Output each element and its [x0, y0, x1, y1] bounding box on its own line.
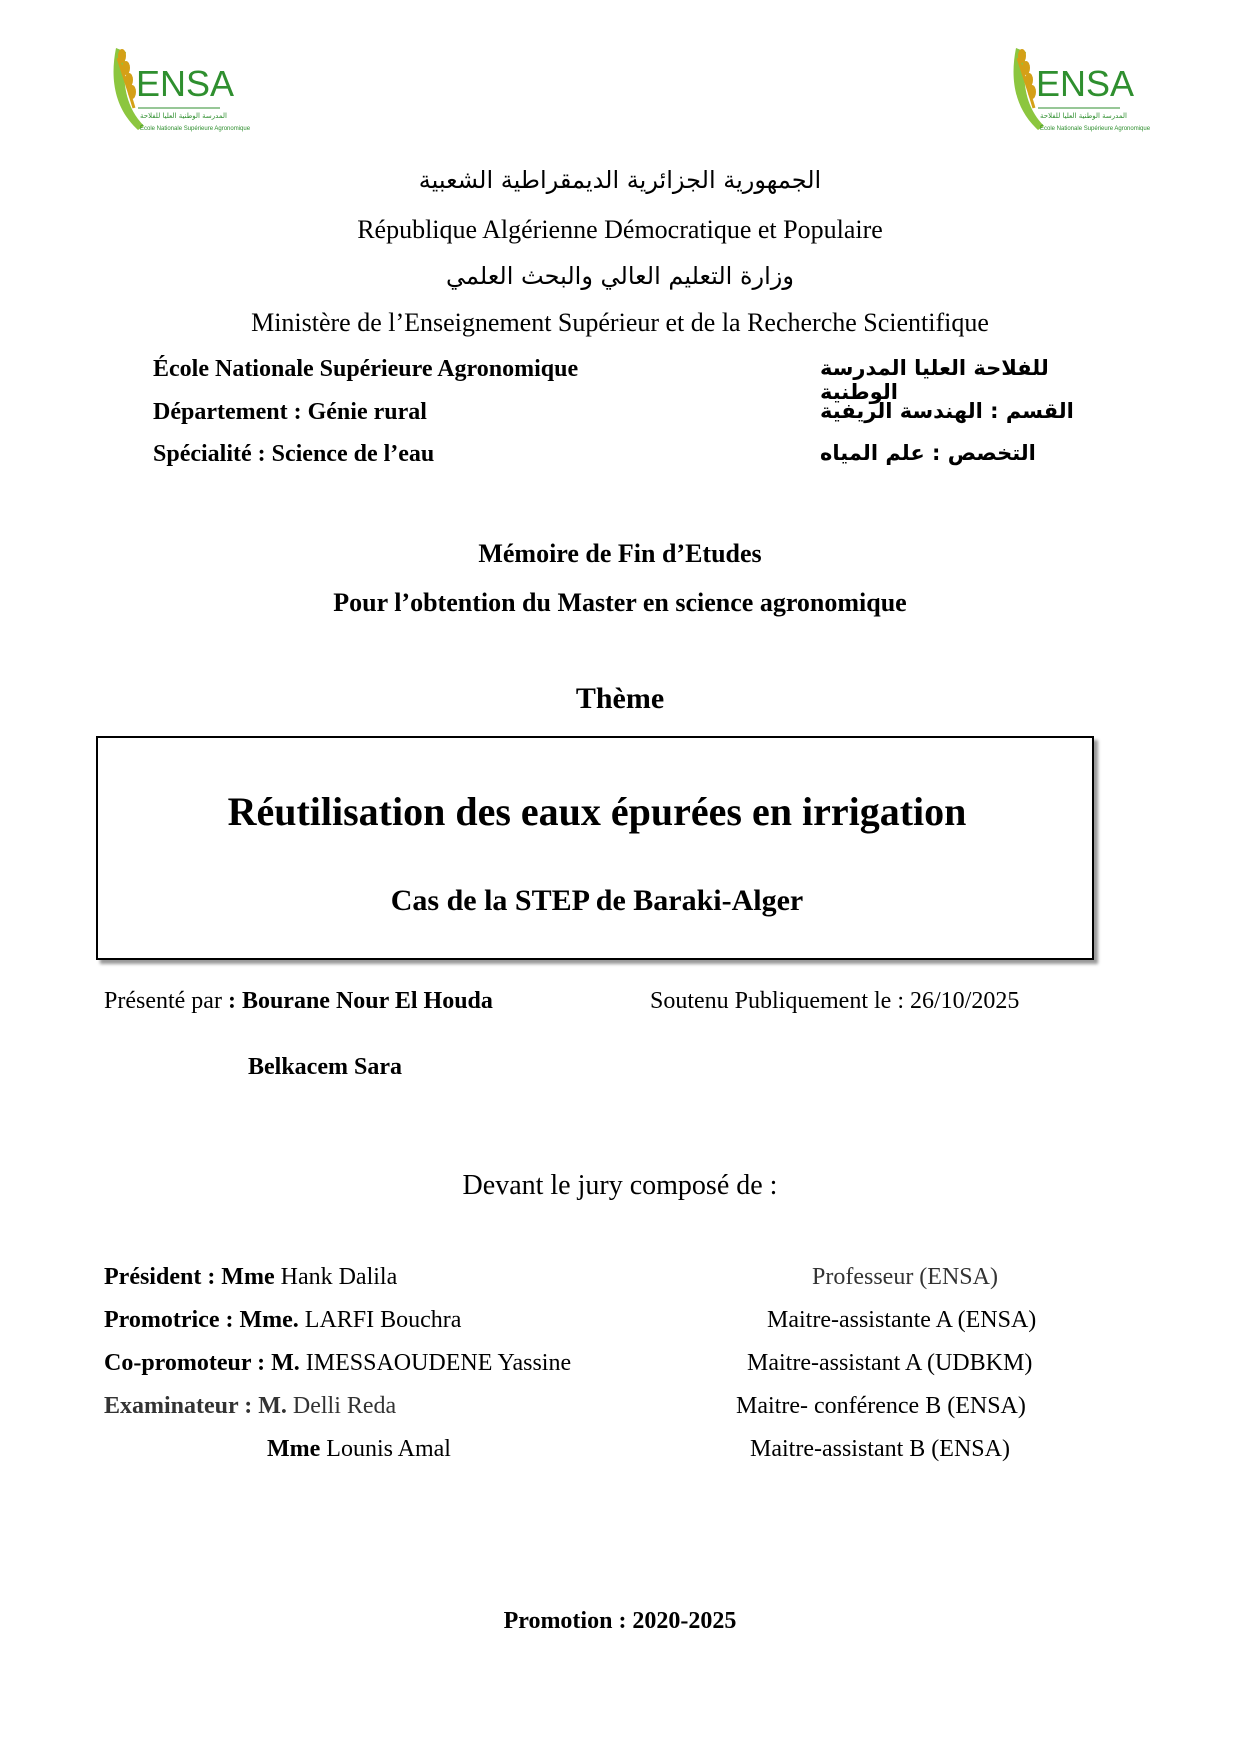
jury-title: Maitre-assistante A (ENSA) [767, 1307, 1037, 1333]
theme-box [96, 736, 1094, 960]
jury-title: Maitre-assistant B (ENSA) [750, 1436, 1010, 1462]
memoir-line-1: Mémoire de Fin d’Etudes [478, 539, 762, 568]
presented-label: Présenté par [104, 988, 222, 1014]
memoir-subtitle: Cas de la STEP de Baraki-Alger [390, 884, 804, 917]
author-2: Belkacem Sara [248, 1054, 402, 1080]
promotion: Promotion : 2020-2025 [503, 1608, 737, 1634]
jury-role: Examinateur : M. [104, 1393, 287, 1419]
memoir-title: Réutilisation des eaux épurées en irrigation [227, 789, 967, 834]
jury-name: Lounis Amal [326, 1436, 451, 1462]
jury-role: Président : Mme [104, 1264, 275, 1290]
jury-role: Promotrice : Mme. [104, 1307, 299, 1333]
svg-text:École Nationale Supérieure Agr: École Nationale Supérieure Agronomique [1040, 126, 1151, 132]
jury-member-examinateur-2 [267, 1436, 451, 1463]
jury-heading: Devant le jury composé de : [462, 1170, 778, 1201]
svg-text:École Nationale Supérieure Agr: École Nationale Supérieure Agronomique [140, 126, 251, 132]
speciality-arabic: التخصص : علم المياه [820, 441, 1036, 465]
memoir-line-2: Pour l’obtention du Master en science agronomique [333, 588, 907, 617]
ministry-french: Ministère de l’Enseignement Supérieur et de la Recherche Scientifique [251, 308, 989, 337]
svg-text:المدرسة الوطنية العليا للفلاحة: المدرسة الوطنية العليا للفلاحة [1040, 112, 1127, 120]
jury-name: Delli Reda [292, 1393, 397, 1419]
school-french: École Nationale Supérieure Agronomique [153, 356, 579, 382]
jury-role: Mme [267, 1436, 321, 1462]
presented-separator: : [221, 988, 242, 1014]
theme-label: Thème [575, 682, 665, 715]
jury-member-president [104, 1264, 397, 1291]
speciality-french: Spécialité : Science de l’eau [153, 441, 435, 467]
defense-date: Soutenu Publiquement le : 26/10/2025 [650, 988, 1020, 1014]
presented-by [104, 988, 493, 1015]
republic-french: République Algérienne Démocratique et Populaire [357, 215, 883, 244]
school-arabic: للفلاحة العليا المدرسة الوطنية [820, 356, 1049, 404]
jury-member-promotrice [104, 1307, 461, 1334]
jury-title: Maitre-assistant A (UDBKM) [747, 1350, 1033, 1376]
ensa-logo-left [108, 38, 251, 138]
jury-member-examinateur [104, 1393, 396, 1420]
author-1: Bourane Nour El Houda [241, 988, 493, 1014]
svg-text:ENSA: ENSA [136, 63, 235, 104]
ensa-logo-right [1008, 38, 1151, 138]
jury-title: Professeur (ENSA) [812, 1264, 998, 1290]
republic-arabic: الجمهورية الجزائرية الديمقراطية الشعبية [418, 166, 822, 194]
svg-text:ENSA: ENSA [1036, 63, 1135, 104]
jury-name: LARFI Bouchra [304, 1307, 462, 1333]
jury-name: IMESSAOUDENE Yassine [305, 1350, 572, 1376]
jury-member-co-promoteur [104, 1350, 571, 1377]
department-french: Département : Génie rural [153, 399, 427, 425]
department-arabic: القسم : الهندسة الريفية [820, 399, 1074, 423]
jury-name: Hank Dalila [280, 1264, 398, 1290]
ministry-arabic: وزارة التعليم العالي والبحث العلمي [446, 262, 794, 290]
jury-title: Maitre- conférence B (ENSA) [736, 1393, 1026, 1419]
svg-text:المدرسة الوطنية العليا للفلاحة: المدرسة الوطنية العليا للفلاحة [140, 112, 227, 120]
jury-role: Co-promoteur : M. [104, 1350, 300, 1376]
